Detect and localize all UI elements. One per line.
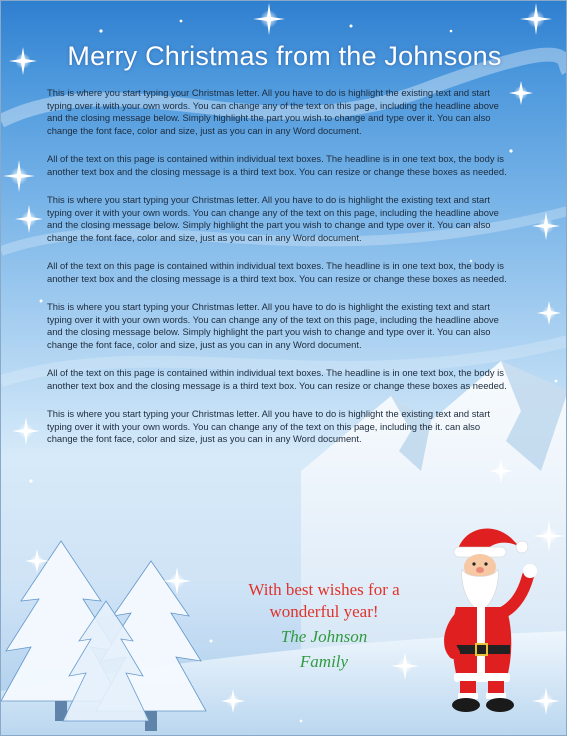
headline[interactable]: Merry Christmas from the Johnsons bbox=[67, 41, 502, 71]
closing-wish-line: With best wishes for a bbox=[248, 580, 400, 599]
family-signature: Family bbox=[299, 652, 349, 671]
body-paragraph: This is where you start typing your Christmas letter. All you have to do is highlight the existing text and start typing over it with your own words. You can change any of the text on this page, including the it. can also change the font face, color and size, just as you can in any Word document. bbox=[47, 408, 490, 444]
letter-body[interactable] bbox=[47, 87, 509, 462]
closing-message[interactable] bbox=[229, 579, 419, 673]
body-paragraph: All of the text on this page is contained within individual text boxes. The headline is in one text box, the body is another text box and the closing message is a third text box. You can resize or change these boxes as needed. bbox=[47, 260, 507, 284]
body-paragraph: This is where you start typing your Christmas letter. All you have to do is highlight the existing text and start typing over it with your own words. You can change any of the text on this page, including the headline above and the closing message below. Simply highlight the part you wish to change and type over it. You can also change the font face, color and size, just as you can in any Word document. bbox=[47, 301, 499, 350]
body-paragraph: This is where you start typing your Christmas letter. All you have to do is highlight the existing text and start typing over it with your own words. You can change any of the text on this page, including the headline above and the closing message below. Simply highlight the part you wish to change and type over it. You can also change the font face, color and size, just as you can in any Word document. bbox=[47, 194, 499, 243]
family-signature: The Johnson bbox=[280, 627, 368, 646]
closing-wish-line: wonderful year! bbox=[269, 602, 379, 621]
body-paragraph: All of the text on this page is contained within individual text boxes. The headline is in one text box, the body is another text box and the closing message is a third text box. You can resize or change these boxes as needed. bbox=[47, 367, 507, 391]
body-paragraph: This is where you start typing your Christmas letter. All you have to do is highlight the existing text and start typing over it with your own words. You can change any of the text on this page, including the headline above and the closing message below. Simply highlight the part you wish to change and type over it. You can also change the font face, color and size, just as you can in any Word document. bbox=[47, 87, 499, 136]
body-paragraph: All of the text on this page is contained within individual text boxes. The headline is in one text box, the body is another text box and the closing message is a third text box. You can resize or change these boxes as needed. bbox=[47, 153, 507, 177]
